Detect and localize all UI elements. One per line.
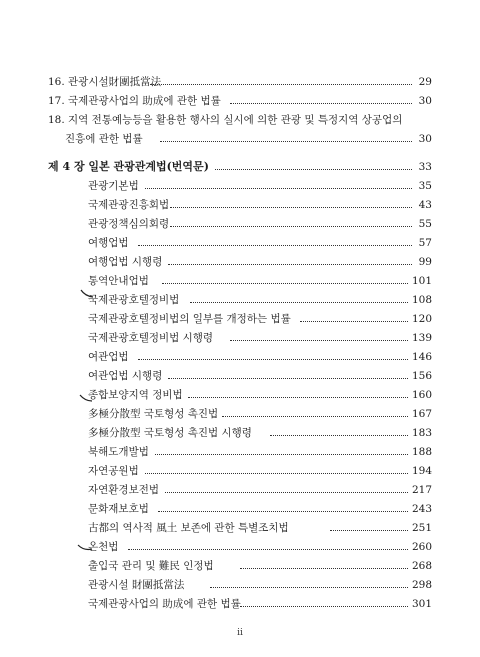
toc-entry [0, 595, 480, 613]
toc-entry [0, 253, 480, 271]
dot-leader [240, 606, 412, 607]
entry-title: 多極分散型 국토형성 촉진법 시행령 [88, 424, 255, 442]
entry-page: 35 [416, 177, 432, 195]
dot-leader [165, 492, 412, 493]
entry-page: 120 [409, 310, 432, 328]
entry-page: 251 [409, 519, 432, 537]
toc-entry [0, 386, 480, 404]
entry-page: 57 [416, 234, 432, 252]
dot-leader [190, 302, 412, 303]
toc-entry [0, 519, 480, 537]
entry-title: 자연공원법 [88, 462, 142, 480]
entry-page: 301 [409, 595, 432, 613]
dot-leader [270, 435, 412, 436]
dot-leader [230, 103, 412, 104]
entry-title: 古都의 역사적 風土 보존에 관한 특별조치법 [88, 519, 292, 537]
chapter-title: 제 4 장 일본 관광관계법(번역문) [48, 158, 212, 176]
entry-page: 156 [409, 367, 432, 385]
entry-title: 여관업법 시행령 [88, 367, 165, 385]
toc-entry [0, 576, 480, 594]
entry-title: 여관업법 [88, 348, 132, 366]
dot-leader [300, 321, 412, 322]
entry-page: 55 [416, 215, 432, 233]
toc-entry [0, 500, 480, 518]
toc-entry [0, 424, 480, 442]
entry-title: 국제관광호텔정비법 [88, 291, 182, 309]
entry-title: 관광기본법 [88, 177, 142, 195]
dot-leader [128, 549, 412, 550]
dot-leader [138, 245, 412, 246]
dot-leader [145, 473, 412, 474]
entry-page: 183 [409, 424, 432, 442]
entry-title: 여행업법 [88, 234, 132, 252]
dot-leader [168, 378, 412, 379]
entry-title: 多極分散型 국토형성 촉진법 [88, 405, 221, 423]
toc-entry [0, 196, 480, 214]
toc-entry [0, 329, 480, 347]
entry-page: 188 [409, 443, 432, 461]
dot-leader [155, 454, 412, 455]
toc-entry [0, 443, 480, 461]
entry-title: 진흥에 관한 법률 [65, 130, 146, 148]
dot-leader [240, 568, 412, 569]
dot-leader [162, 283, 412, 284]
entry-page: 108 [409, 291, 432, 309]
toc-entry [0, 272, 480, 290]
toc-entry [0, 177, 480, 195]
dot-leader [168, 264, 412, 265]
entry-page: 30 [416, 92, 432, 110]
toc-entry [0, 405, 480, 423]
entry-page: 268 [409, 557, 432, 575]
dot-leader [150, 84, 412, 85]
entry-title: 국제관광호텔정비법 시행령 [88, 329, 216, 347]
entry-title: 온천법 [88, 538, 121, 556]
entry-page: 29 [416, 73, 432, 91]
toc-entry [0, 234, 480, 252]
entry-page: 99 [416, 253, 432, 271]
toc-entry [0, 348, 480, 366]
handwritten-check-mark [77, 543, 93, 552]
toc-entry [0, 111, 480, 129]
dot-leader [158, 511, 412, 512]
entry-title: 자연환경보전법 [88, 481, 162, 499]
toc-entry [0, 310, 480, 328]
entry-page: 298 [409, 576, 432, 594]
entry-page: 243 [409, 500, 432, 518]
toc-entry [0, 130, 480, 148]
entry-page: 139 [409, 329, 432, 347]
entry-title: 여행업법 시행령 [88, 253, 165, 271]
entry-title: 국제관광사업의 助成에 관한 법률 [88, 595, 244, 613]
entry-title: 종합보양지역 정비법 [88, 386, 186, 404]
page-footer: ii [237, 628, 243, 638]
entry-title: 문화재보호법 [88, 500, 152, 518]
entry-page: 194 [409, 462, 432, 480]
toc-entry [0, 367, 480, 385]
toc-chapter [0, 158, 480, 176]
dot-leader [138, 359, 412, 360]
entry-page: 30 [416, 130, 432, 148]
toc-entry [0, 557, 480, 575]
dot-leader [230, 340, 412, 341]
entry-page: 43 [416, 196, 432, 214]
toc-entry [0, 538, 480, 556]
entry-title: 국제관광호텔정비법의 일부를 개정하는 법률 [88, 310, 294, 328]
entry-page: 260 [409, 538, 432, 556]
dot-leader [210, 587, 412, 588]
entry-page: 33 [416, 158, 432, 176]
dot-leader [215, 169, 412, 170]
entry-title: 17. 국제관광사업의 助成에 관한 법률 [48, 92, 224, 110]
entry-title: 관광정책심의회령 [88, 215, 172, 233]
entry-title: 통역안내업법 [88, 272, 152, 290]
toc-entry [0, 291, 480, 309]
dot-leader [145, 188, 412, 189]
toc-entry [0, 215, 480, 233]
entry-title: 18. 지역 전통예능등을 활용한 행사의 실시에 의한 관광 및 특정지역 상공업의 [48, 111, 405, 129]
dot-leader [170, 226, 412, 227]
entry-page: 167 [409, 405, 432, 423]
toc-entry [0, 481, 480, 499]
dot-leader [160, 141, 412, 142]
toc-entry [0, 73, 480, 91]
toc-entry [0, 462, 480, 480]
entry-title: 북해도개발법 [88, 443, 152, 461]
toc-entry [0, 92, 480, 110]
entry-title: 국제관광진흥회법 [88, 196, 172, 214]
dot-leader [188, 397, 412, 398]
dot-leader [222, 416, 412, 417]
dot-leader [330, 530, 412, 531]
dot-leader [170, 207, 412, 208]
entry-page: 160 [409, 386, 432, 404]
entry-page: 217 [409, 481, 432, 499]
entry-page: 101 [409, 272, 432, 290]
entry-title: 관광시설 財團抵當法 [88, 576, 187, 594]
entry-page: 146 [409, 348, 432, 366]
handwritten-check-mark [80, 288, 94, 298]
handwritten-check-mark [79, 392, 93, 402]
entry-title: 16. 관광시설財團抵當法 [48, 73, 164, 91]
entry-title: 출입국 관리 및 難民 인정법 [88, 557, 217, 575]
